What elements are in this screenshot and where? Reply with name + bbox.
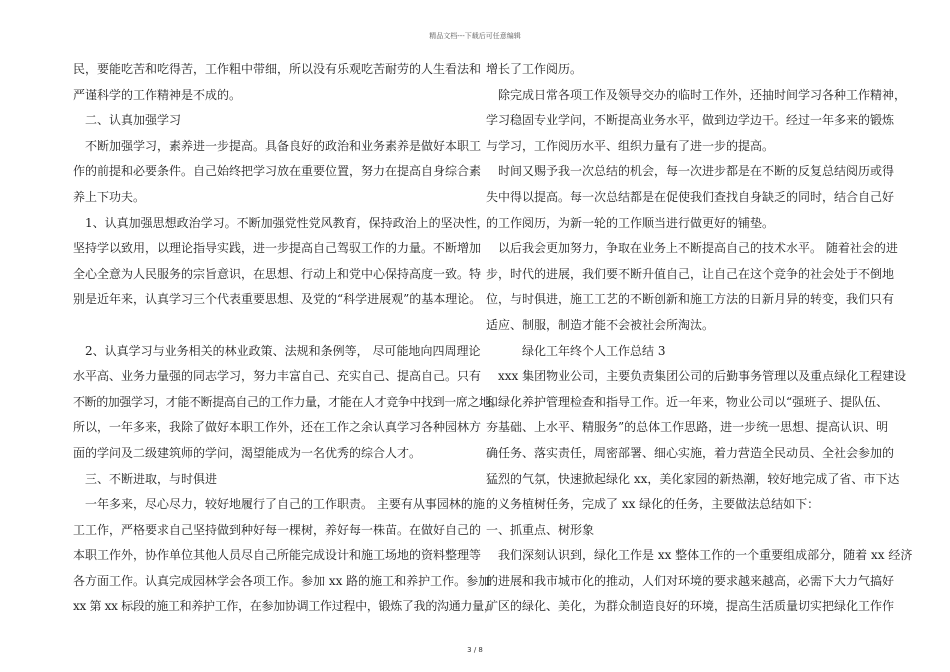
section-heading: 二、认真加强学习 <box>85 113 182 128</box>
paragraph-line: 适应、制服，制造才能不会被社会所淘汰。 <box>486 317 715 332</box>
paragraph-line: 1、认真加强思想政治学习。不断加强党性党风教育，保持政治上的坚决性， <box>85 215 489 230</box>
paragraph-line: 学习稳固专业学问，不断提高业务水平，做到边学边干。经过一年多来的锻炼 <box>486 113 895 128</box>
paragraph-line: 本职工作外，协作单位其他人员尽自己所能完成设计和施工场地的资料整理等 <box>73 548 482 563</box>
paragraph-line: 失中得以提高。每一次总结都是在促使我们查找自身缺乏的同时，结合自己好 <box>486 189 895 204</box>
paragraph-line: xx 第 xx 标段的施工和养护工作，在参加协调工作过程中，锻炼了我的沟通力量， <box>73 599 496 614</box>
paragraph-line: 矿区的绿化、美化，为群众制造良好的环境，提高生活质量切实把绿化工作作 <box>486 599 895 614</box>
paragraph-line: 不断加强学习，素养进一步提高。具备良好的政治和业务素养是做好本职工 <box>85 138 482 153</box>
paragraph-line: 工工作，严格要求自己坚持做到种好每一棵树，养好每一株苗。在做好自己的 <box>73 522 482 537</box>
paragraph-line: 夯基础、上水平、精服务”的总体工作思路，进一步统一思想、提高认识、明 <box>486 420 889 435</box>
paragraph-line: 不断的加强学习，才能不断提高自己的工作力量，才能在人才竞争中找到一席之地。 <box>73 394 503 409</box>
section-heading: 一、抓重点、树形象 <box>486 522 595 537</box>
paragraph-line: 严谨科学的工作精神是不成的。 <box>73 87 242 102</box>
paragraph-line: 全心全意为人民服务的宗旨意识，在思想、行动上和党中心保持高度一致。特 <box>73 266 482 281</box>
paragraph-line: 的进展和我市城市化的推动，人们对环境的要求越来越高，必需下大力气搞好 <box>486 573 895 588</box>
paragraph-line: 和绿化养护管理检查和指导工作。近一年来，物业公司以“强班子、提队伍、 <box>486 394 889 409</box>
paragraph-line: 一年多来，尽心尽力，较好地履行了自己的工作职责。 主要有从事园林的施 <box>85 497 485 512</box>
paragraph-line: 养上下功夫。 <box>73 189 146 204</box>
paragraph-line: 增长了工作阅历。 <box>486 62 583 76</box>
paragraph-line: 别是近年来，认真学习三个代表重要思想、及党的“科学进展观”的基本理论。 <box>73 292 482 307</box>
paragraph-line: 民，要能吃苦和吃得苦，工作粗中带细，所以没有乐观吃苦耐劳的人生看法和 <box>73 62 482 76</box>
left-column <box>73 57 503 620</box>
right-column <box>486 57 913 620</box>
paragraph-line: 2、认真学习与业务相关的林业政策、法规和条例等， 尽可能地向四周理论 <box>85 343 481 358</box>
paragraph-line: 以后我会更加努力，争取在业务上不断提高自己的技术水平。 随着社会的进 <box>498 241 898 256</box>
paragraph-line: 各方面工作。认真完成园林学会各项工作。参加 xx 路的施工和养护工作。参加 <box>73 573 491 588</box>
paragraph-line: 猛烈的气氛，快速掀起绿化 xx，美化家园的新热潮，较好地完成了省、市下达 <box>486 471 900 486</box>
paragraph-line: 所以，一年多来，我除了做好本职工作外，还在工作之余认真学习各种园林方 <box>73 420 482 435</box>
page-header: 精品文档---下载后可任意编辑 <box>429 32 521 40</box>
page-number: 3 / 8 <box>467 646 483 654</box>
paragraph-line: 面的学问及二级建筑师的学问，渴望能成为一名优秀的综合人才。 <box>73 445 422 460</box>
paragraph-line: 除完成日常各项工作及领导交办的临时工作外，还抽时间学习各种工作精神， <box>498 87 907 102</box>
paragraph-line: 我们深刻认识到，绿化工作是 xx 整体工作的一个重要组成部分，随着 xx 经济 <box>498 548 913 563</box>
paragraph-line: 步，时代的进展，我们要不断升值自己，让自己在这个竞争的社会处于不倒地 <box>486 266 895 281</box>
paragraph-line: 位，与时俱进，施工工艺的不断创新和施工方法的日新月异的转变，我们只有 <box>486 292 895 307</box>
paragraph-line: 坚持学以致用，以理论指导实践，进一步提高自己驾驭工作的力量。不断增加 <box>73 241 482 256</box>
section-title: 绿化工年终个人工作总结 3 <box>522 343 666 358</box>
paragraph-line: 的工作阅历，为新一轮的工作顺当进行做更好的铺垫。 <box>486 215 775 230</box>
paragraph-line: xxx 集团物业公司，主要负责集团公司的后勤事务管理以及重点绿化工程建设 <box>498 369 907 384</box>
section-heading: 三、不断进取，与时俱进 <box>85 471 218 486</box>
paragraph-line: 时间又赐予我一次总结的机会，每一次进步都是在不断的反复总结阅历或得 <box>498 164 895 179</box>
paragraph-line: 作的前提和必要条件。自己始终把学习放在重要位置，努力在提高自身综合素 <box>73 164 482 179</box>
paragraph-line: 与学习，工作阅历水平、组织力量有了进一步的提高。 <box>486 138 775 153</box>
paragraph-line: 水平高、业务力量强的同志学习，努力丰富自己、充实自己、提高自己。只有 <box>73 369 482 384</box>
paragraph-line: 的义务植树任务，完成了 xx 绿化的任务，主要做法总结如下： <box>486 497 820 512</box>
paragraph-line: 确任务、落实责任，周密部署、细心实施，着力营造全民动员、全社会参加的 <box>486 445 895 460</box>
